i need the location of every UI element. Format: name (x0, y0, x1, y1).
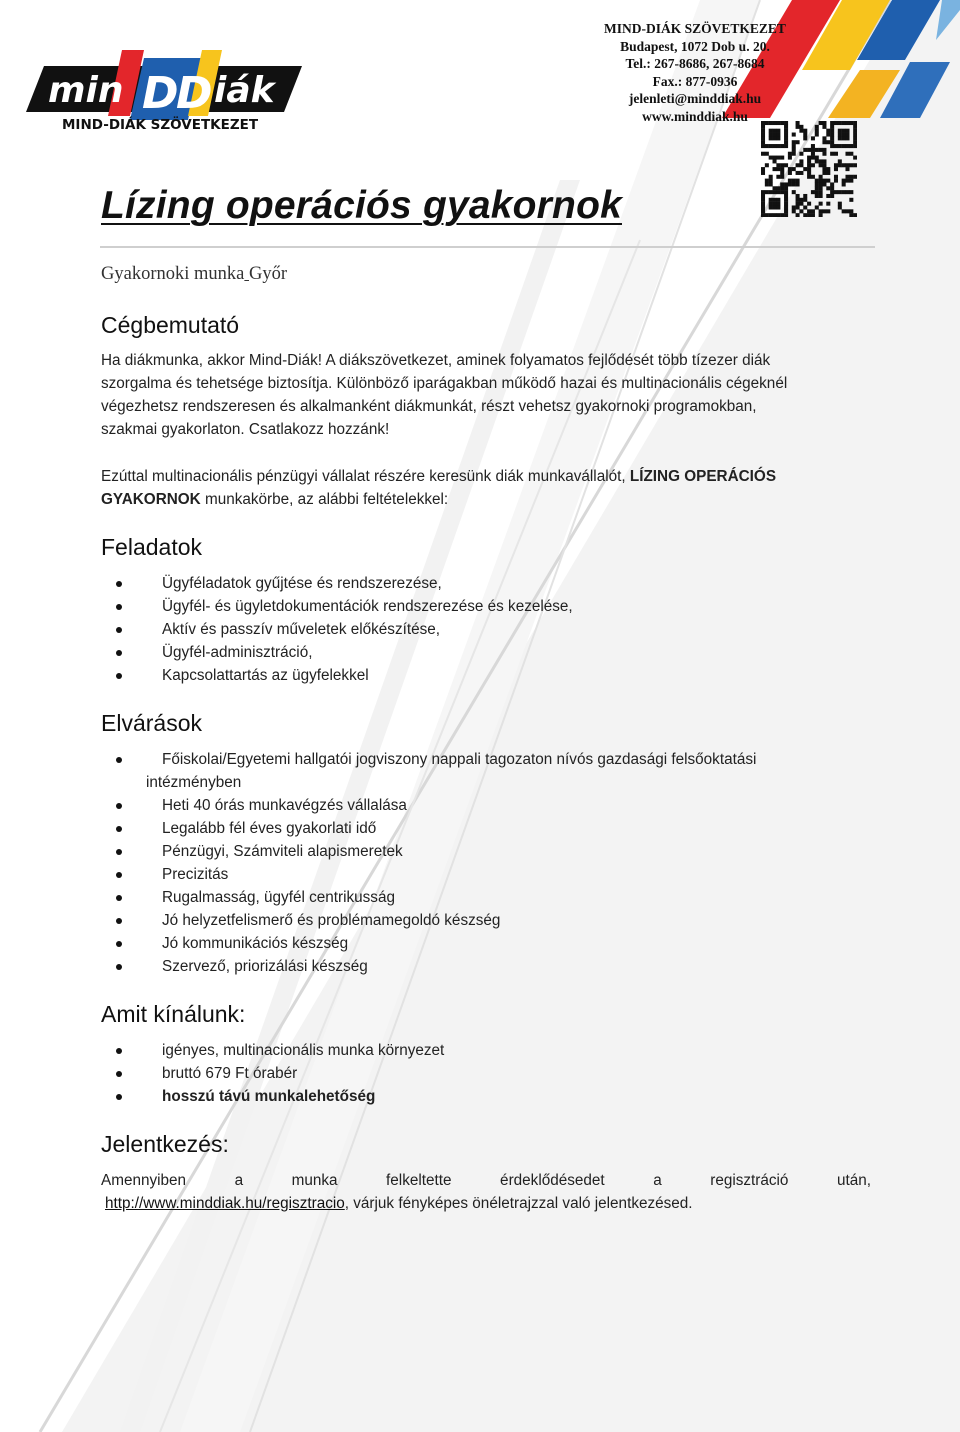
apply-heading: Jelentkezés: (101, 1131, 229, 1157)
tasks-list (0, 572, 573, 687)
list-item: Pénzügyi, Számviteli alapismeretek (0, 840, 756, 863)
offer-list (0, 1039, 444, 1108)
svg-text:MIND-DIÁK SZÖVETKEZET: MIND-DIÁK SZÖVETKEZET (62, 117, 259, 132)
qr-code-icon (761, 121, 857, 217)
list-item-line: intézményben (146, 774, 242, 791)
offer-heading: Amit kínálunk: (101, 1001, 246, 1027)
job-subtitle (101, 264, 287, 285)
tasks-heading: Feladatok (101, 534, 203, 560)
website-link[interactable]: www.minddiak.hu (642, 108, 748, 124)
list-item: Ügyfél- és ügyletdokumentációk rendszerezése és kezelése, (0, 595, 573, 618)
svg-text:min: min (48, 70, 124, 111)
subtitle-main: Gyakornoki munka (101, 264, 245, 284)
company-text (101, 349, 871, 441)
company-line: Ha diákmunka, akkor Mind-Diák! A diákszövetkezet, aminek folyamatos fejlődését több tízezer diák (101, 352, 771, 369)
apply-line: Amennyiben a munka felkeltette érdeklődésedet a regisztráció után, (101, 1172, 871, 1189)
company-line: szorgalma és tehetsége biztosítja. Különböző iparágakban működő hazai és multinacionális cégeknél (101, 375, 788, 392)
subtitle-city: Győr (248, 264, 288, 284)
contact-block (590, 20, 800, 126)
list-item: Jó kommunikációs készség (0, 932, 756, 955)
list-item: Precizitás (0, 863, 756, 886)
title-divider (100, 246, 875, 248)
list-item: Rugalmasság, ügyfél centrikusság (0, 886, 756, 909)
requirements-heading: Elvárások (101, 710, 202, 736)
company-name: MIND-DIÁK SZÖVETKEZET (604, 21, 786, 36)
registration-link[interactable]: http://www.minddiak.hu/regisztracio (105, 1195, 345, 1212)
list-item (0, 748, 756, 794)
email-link[interactable]: jelenleti@minddiak.hu (628, 91, 762, 107)
list-item-line: Főiskolai/Egyetemi hallgatói jogviszony nappali tagozaton nívós gazdasági felsőoktatási (162, 751, 757, 768)
list-item: bruttó 679 Ft órabér (0, 1062, 444, 1085)
intro-paragraph (101, 465, 871, 511)
list-item: Szervező, priorizálási készség (0, 955, 756, 978)
intro-text: Ezúttal multinacionális pénzügyi vállalat részére keresünk diák munkavállalót, (101, 468, 630, 485)
intro-text-2: munkakörbe, az alábbi feltételekkel: (200, 491, 449, 508)
list-item: Ügyféladatok gyűjtése és rendszerezése, (0, 572, 573, 595)
apply-rest: , várjuk fényképes önéletrajzzal való jelentkezésed. (344, 1195, 693, 1212)
address: Budapest, 1072 Dob u. 20. (620, 38, 770, 54)
svg-text:D: D (176, 68, 213, 119)
svg-text:D: D (142, 68, 179, 119)
list-item: Heti 40 órás munkavégzés vállalása (0, 794, 756, 817)
list-item: Aktív és passzív műveletek előkészítése, (0, 618, 573, 641)
list-item: Jó helyzetfelismerő és problémamegoldó készség (0, 909, 756, 932)
list-item: Kapcsolattartás az ügyfelekkel (0, 664, 573, 687)
job-title-bold: LÍZING OPERÁCIÓS (629, 468, 777, 485)
job-title-bold-2: GYAKORNOK (101, 491, 201, 508)
company-heading: Cégbemutató (101, 312, 240, 338)
phone: Tel.: 267-8686, 267-8684 (625, 56, 765, 72)
company-line: szakmai gyakorlaton. Csatlakozz hozzánk! (101, 421, 390, 438)
svg-text:iák: iák (214, 70, 275, 111)
list-item: Legalább fél éves gyakorlati idő (0, 817, 756, 840)
requirements-list (0, 748, 756, 978)
page-title: Lízing operációs gyakornok (101, 184, 622, 227)
apply-paragraph (101, 1169, 871, 1215)
company-line: végezhetsz rendszeresen és alkalmanként diákmunkát, részt vehetsz gyakornoki programokban, (101, 398, 757, 415)
list-item: igényes, multinacionális munka környezet (0, 1039, 444, 1062)
list-item: hosszú távú munkalehetőség (0, 1085, 444, 1108)
fax: Fax.: 877-0936 (652, 73, 738, 89)
list-item: Ügyfél-adminisztráció, (0, 641, 573, 664)
minddiak-logo (26, 28, 306, 132)
